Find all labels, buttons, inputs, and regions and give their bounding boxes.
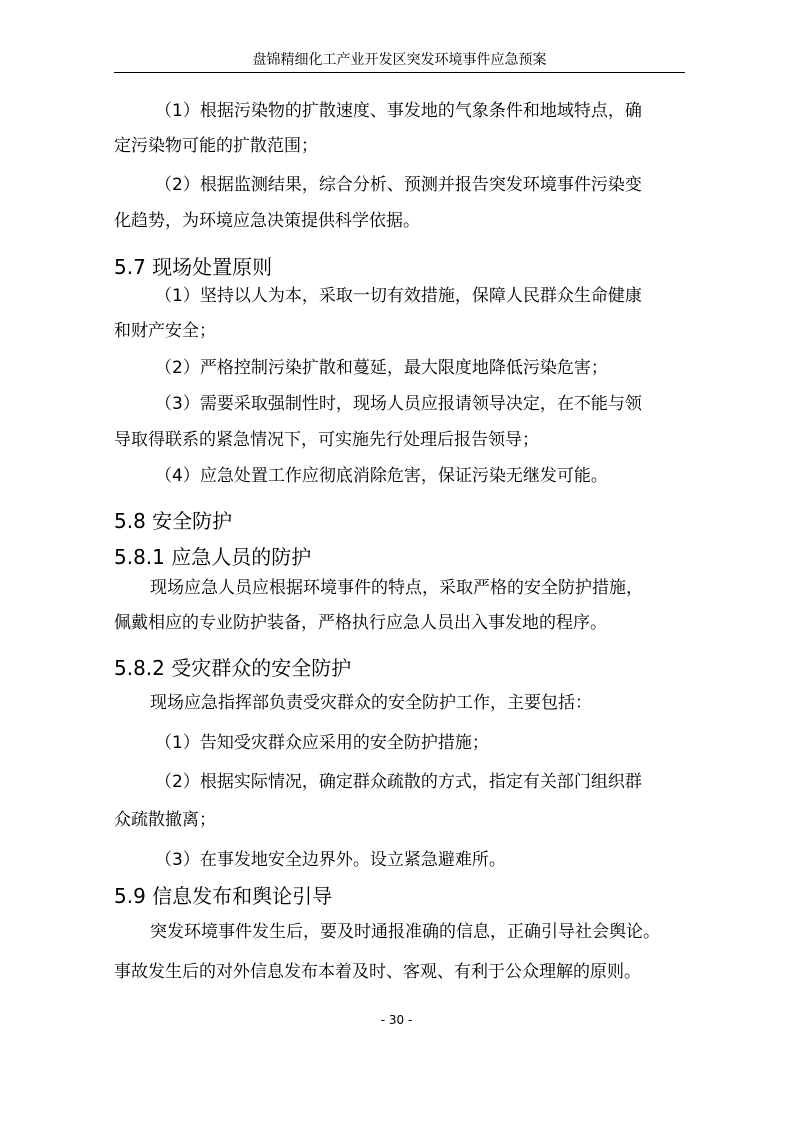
paragraph-line: （2）根据监测结果，综合分析、预测并报告突发环境事件污染变 [155, 175, 642, 195]
paragraph-line: 众疏散撤离； [114, 810, 216, 830]
page-number: - 30 - [380, 1013, 413, 1027]
paragraph-line: （2）严格控制污染扩散和蔓延，最大限度地降低污染危害； [155, 358, 608, 378]
paragraph-line: 佩戴相应的专业防护装备，严格执行应急人员出入事发地的程序。 [114, 613, 607, 633]
paragraph-line: 事故发生后的对外信息发布本着及时、客观、有利于公众理解的原则。 [114, 962, 641, 982]
paragraph-line: （1）根据污染物的扩散速度、事发地的气象条件和地域特点，确 [155, 101, 642, 121]
subsection-heading-5-8-2: 5.8.2 受灾群众的安全防护 [114, 656, 352, 680]
paragraph-line: 定污染物可能的扩散范围； [114, 136, 318, 156]
paragraph-line: 现场应急指挥部负责受灾群众的安全防护工作，主要包括： [150, 693, 592, 713]
section-heading-5-7: 5.7 现场处置原则 [114, 255, 273, 279]
paragraph-line: 和财产安全； [114, 321, 216, 341]
section-heading-5-9: 5.9 信息发布和舆论引导 [114, 884, 333, 908]
subsection-heading-5-8-1: 5.8.1 应急人员的防护 [114, 545, 312, 569]
paragraph-line: （1）告知受灾群众应采用的安全防护措施； [155, 733, 489, 753]
paragraph-line: （2）根据实际情况，确定群众疏散的方式，指定有关部门组织群 [155, 772, 642, 792]
running-header: 盘锦精细化工产业开发区突发环境事件应急预案 [114, 50, 685, 73]
paragraph-line: 突发环境事件发生后，要及时通报准确的信息，正确引导社会舆论。 [150, 922, 660, 942]
paragraph-line: （1）坚持以人为本，采取一切有效措施，保障人民群众生命健康 [155, 286, 642, 306]
paragraph-line: 导取得联系的紧急情况下，可实施先行处理后报告领导； [114, 430, 539, 450]
paragraph-line: 现场应急人员应根据环境事件的特点，采取严格的安全防护措施， [150, 578, 643, 598]
paragraph-line: （3）在事发地安全边界外。设立紧急避难所。 [155, 850, 506, 870]
paragraph-line: （4）应急处置工作应彻底消除危害，保证污染无继发可能。 [155, 466, 608, 486]
section-heading-5-8: 5.8 安全防护 [114, 509, 233, 533]
paragraph-line: （3）需要采取强制性时，现场人员应报请领导决定，在不能与领 [155, 394, 642, 414]
paragraph-line: 化趋势，为环境应急决策提供科学依据。 [114, 211, 420, 231]
